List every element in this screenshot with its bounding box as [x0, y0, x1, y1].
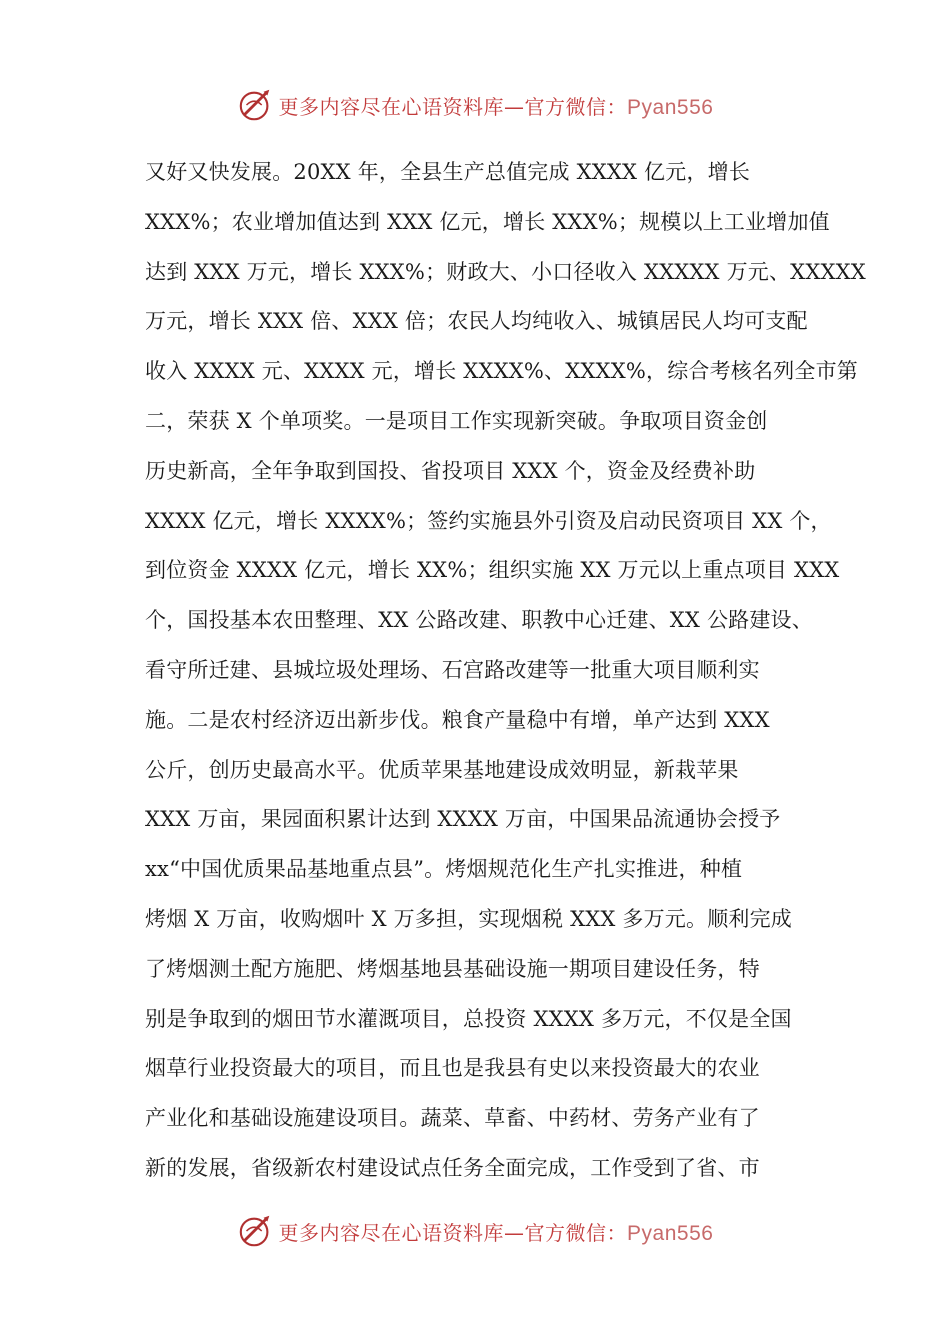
document-body: [145, 148, 866, 1194]
footer-banner-text: 更多内容尽在心语资料库—官方微信：Pyan556: [278, 1220, 714, 1245]
paragraph-line: XXX%；农业增加值达到 XXX 亿元，增长 XXX%；规模以上工业增加值: [145, 209, 830, 234]
header-wechat-id: Pyan556: [627, 95, 714, 119]
pen-logo-icon: [237, 86, 275, 124]
paragraph-line: 了烤烟测土配方施肥、烤烟基地县基础设施一期项目建设任务，特: [145, 956, 760, 981]
paragraph-line: xx“中国优质果品基地重点县”。烤烟规范化生产扎实推进，种植: [145, 857, 743, 882]
footer-wechat-id: Pyan556: [627, 1221, 714, 1245]
footer-banner: [237, 1212, 714, 1250]
pen-logo-icon: [237, 1212, 275, 1250]
header-banner: [237, 86, 714, 124]
paragraph-line: 烤烟 X 万亩，收购烟叶 X 万多担，实现烟税 XXX 多万元。顺利完成: [145, 906, 793, 931]
paragraph-line: 历史新高，全年争取到国投、省投项目 XXX 个，资金及经费补助: [145, 458, 756, 483]
header-banner-text: 更多内容尽在心语资料库—官方微信：Pyan556: [278, 94, 714, 119]
paragraph-line: 公斤，创历史最高水平。优质苹果基地建设成效明显，新栽苹果: [145, 757, 739, 782]
paragraph-line: 又好又快发展。20XX 年，全县生产总值完成 XXXX 亿元，增长: [145, 160, 751, 184]
paragraph-line: XXXX 亿元，增长 XXXX%；签约实施县外引资及启动民资项目 XX 个，: [145, 508, 832, 533]
paragraph-line: 看守所迁建、县城垃圾处理场、石宫路改建等一批重大项目顺利实: [145, 657, 760, 682]
paragraph-line: 到位资金 XXXX 亿元，增长 XX%；组织实施 XX 万元以上重点项目 XXX: [145, 558, 840, 583]
paragraph-line: 施。二是农村经济迈出新步伐。粮食产量稳中有增，单产达到 XXX: [145, 707, 770, 732]
paragraph-line: 别是争取到的烟田节水灌溉项目，总投资 XXXX 多万元，不仅是全国: [145, 1006, 792, 1031]
paragraph-line: 新的发展，省级新农村建设试点任务全面完成，工作受到了省、市: [145, 1155, 760, 1180]
paragraph-line: 达到 XXX 万元，增长 XXX%；财政大、小口径收入 XXXXX 万元、XXXXX: [145, 259, 866, 284]
paragraph-line: 个，国投基本农田整理、XX 公路改建、职教中心迁建、XX 公路建设、: [145, 608, 813, 633]
paragraph-line: 二，荣获 X 个单项奖。一是项目工作实现新突破。争取项目资金创: [145, 408, 768, 433]
paragraph-line: 万元，增长 XXX 倍、XXX 倍；农民人均纯收入、城镇居民人均可支配: [145, 309, 808, 334]
paragraph-line: 收入 XXXX 元、XXXX 元，增长 XXXX%、XXXX%，综合考核名列全市第: [145, 359, 859, 384]
paragraph-line: XXX 万亩，果园面积累计达到 XXXX 万亩，中国果品流通协会授予: [145, 807, 781, 832]
paragraph-line: 烟草行业投资最大的项目，而且也是我县有史以来投资最大的农业: [145, 1056, 760, 1081]
paragraph-line: 产业化和基础设施建设项目。蔬菜、草畜、中药材、劳务产业有了: [145, 1106, 760, 1131]
page-header: [0, 83, 950, 127]
page-footer: [0, 1209, 950, 1253]
